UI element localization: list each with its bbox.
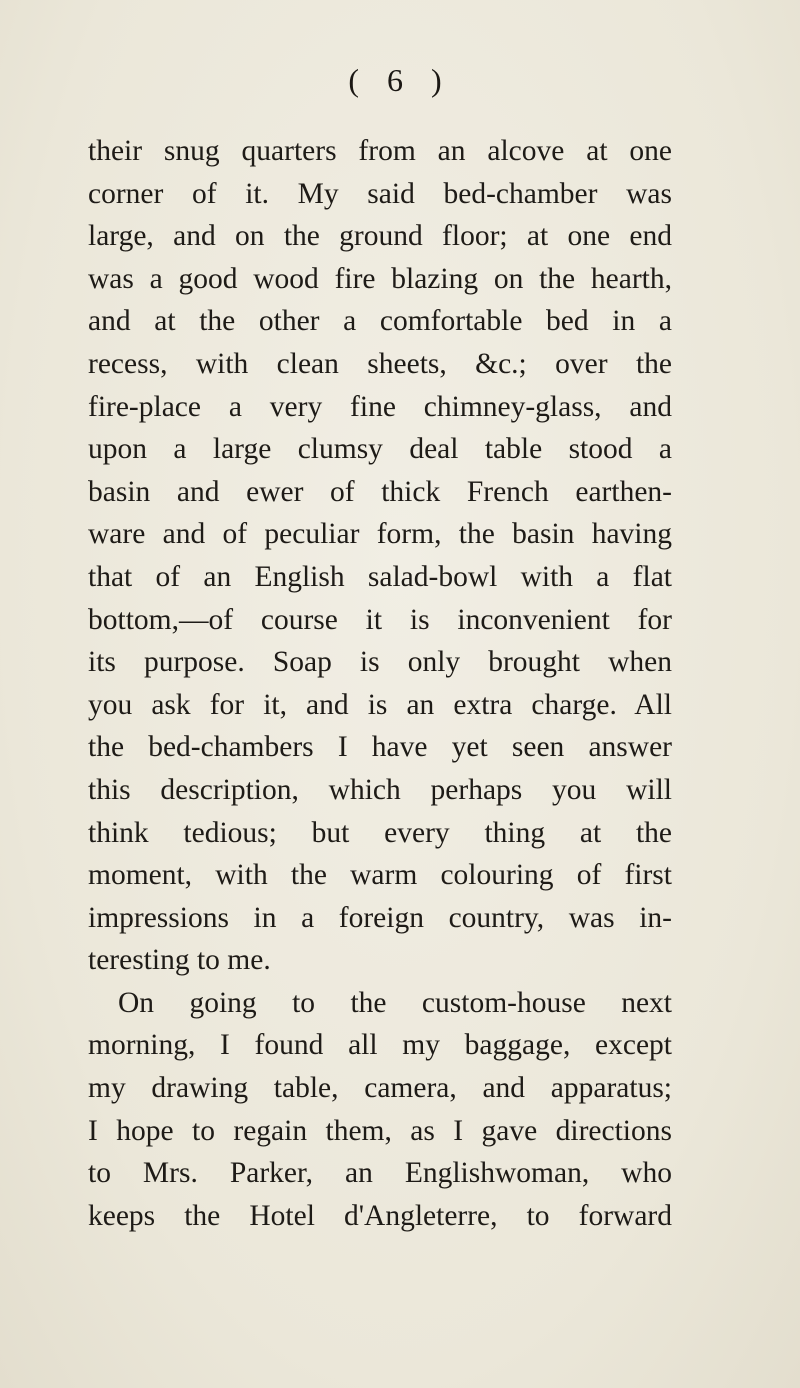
text-line: corner of it. My said bed-chamber was <box>88 177 672 210</box>
text-line: my drawing table, camera, and apparatus; <box>88 1072 672 1105</box>
text-line: the bed-chambers I have yet seen answer <box>88 731 672 764</box>
text-line: and at the other a comfortable bed in a <box>88 305 672 338</box>
text-line: their snug quarters from an alcove at one <box>88 135 672 167</box>
text-line: impressions in a foreign country, was in- <box>88 901 672 934</box>
text-line: teresting to me. <box>88 944 271 977</box>
text-line: was a good wood fire blazing on the hearth, <box>88 262 672 295</box>
text-line: basin and ewer of thick French earthen- <box>88 475 672 508</box>
text-line: upon a large clumsy deal table stood a <box>88 433 672 466</box>
text-line: morning, I found all my baggage, except <box>88 1029 672 1062</box>
page-number: ( 6 ) <box>348 62 452 98</box>
text-line: recess, with clean sheets, &c.; over the <box>88 347 672 380</box>
text-line: that of an English salad-bowl with a flat <box>88 560 672 593</box>
text-line-paragraph-start: On going to the custom-house next <box>118 986 672 1019</box>
text-line: I hope to regain them, as I gave directions <box>88 1114 672 1147</box>
text-line: large, and on the ground floor; at one end <box>88 220 672 253</box>
text-line: its purpose. Soap is only brought when <box>88 646 672 679</box>
text-line: think tedious; but every thing at the <box>88 816 672 849</box>
text-line: moment, with the warm colouring of first <box>88 859 672 892</box>
text-line: to Mrs. Parker, an Englishwoman, who <box>88 1157 672 1190</box>
text-line: ware and of peculiar form, the basin having <box>88 518 672 551</box>
text-line: you ask for it, and is an extra charge. All <box>88 688 672 721</box>
text-line: fire-place a very fine chimney-glass, and <box>88 390 672 423</box>
text-line: this description, which perhaps you will <box>88 773 672 806</box>
text-line: bottom,—of course it is inconvenient for <box>88 603 672 636</box>
page-body-text <box>88 130 672 1237</box>
text-line: keeps the Hotel d'Angleterre, to forward <box>88 1199 672 1232</box>
